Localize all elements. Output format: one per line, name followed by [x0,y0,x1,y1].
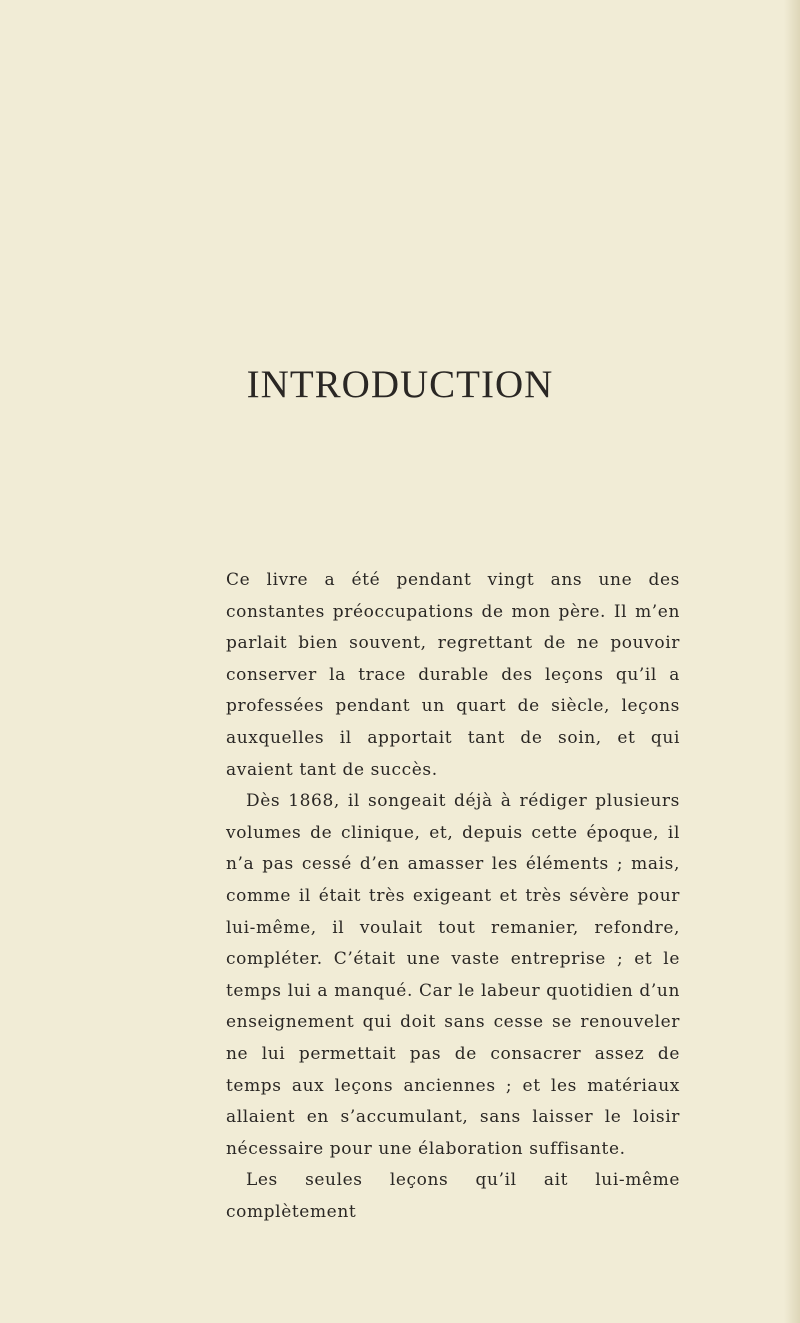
body-text [226,565,680,1228]
paragraph-3: Les seules leçons qu’il ait lui-même complètement [226,1170,680,1222]
paragraph-1: Ce livre a été pendant vingt ans une des constantes préoccupations de mon père. Il m’en parlait bien souvent, regrettant de ne pouvoir conserver la trace durable des leçons qu’il a professées pendant un quart de siècle, leçons auxquelles il apportait tant de soin, et qui avaient tant de succès. [226,570,680,780]
paragraph-2: Dès 1868, il songeait déjà à rédiger plusieurs volumes de clinique, et, depuis cette époque, il n’a pas cessé d’en amasser les éléments ; mais, comme il était très exigeant et très sévère pour lui-même, il voulait tout remanier, refondre, compléter. C’était une vaste entreprise ; et le temps lui a manqué. Car le labeur quotidien d’un enseignement qui doit sans cesse se renouveler ne lui permettait pas de consacrer assez de temps aux leçons anciennes ; et les matériaux allaient en s’accumulant, sans laisser le loisir nécessaire pour une élaboration suffisante. [226,791,680,1159]
page-title: INTRODUCTION [246,363,554,406]
